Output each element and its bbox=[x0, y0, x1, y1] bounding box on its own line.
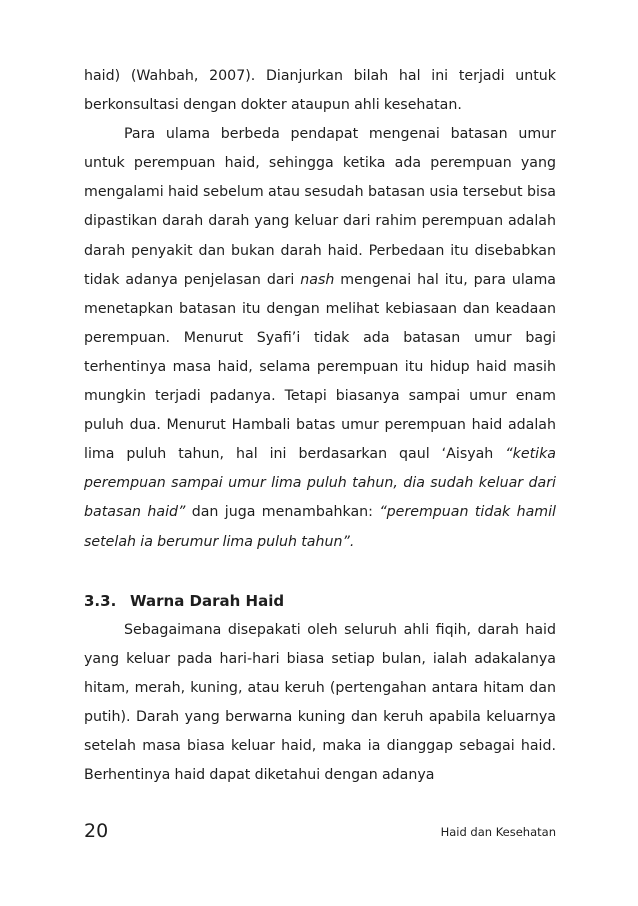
page-footer bbox=[84, 816, 556, 846]
section-title: Warna Darah Haid bbox=[130, 591, 285, 610]
paragraph-text: Para ulama berbeda pendapat mengenai batasan umur untuk perempuan haid, sehingga ketika ada perempuan yang mengalami haid sebelum atau sesudah batasan usia tersebut bisa dipastikan darah darah yang keluar dari rahim perempuan adalah darah penyakit dan bukan darah haid. Perbedaan itu disebabkan tidak adanya penjelasan dari bbox=[84, 126, 556, 288]
page-number: 20 bbox=[84, 820, 109, 842]
paragraph-blood-color: Sebagaimana disepakati oleh seluruh ahli fiqih, darah haid yang keluar pada hari-hari biasa setiap bulan, ialah adakalanya hitam, merah, kuning, atau keruh (pertengahan antara hitam dan putih). Darah yang berwarna kuning dan keruh apabila keluarnya setelah masa biasa keluar haid, maka ia dianggap sebagai haid. Berhentinya haid dapat diketahui dengan adanya bbox=[84, 621, 556, 784]
paragraph-age-limit bbox=[84, 120, 556, 556]
section-heading bbox=[84, 587, 556, 616]
paragraph-continuation: haid) (Wahbah, 2007). Dianjurkan bilah hal ini terjadi untuk berkonsultasi dengan dokter ataupun ahli kesehatan. bbox=[84, 68, 556, 114]
italic-term-nash: nash bbox=[300, 271, 335, 288]
page-body bbox=[84, 62, 556, 790]
italic-quote-aisyah: “ketika perempuan sampai umur lima puluh tahun, dia sudah keluar dari batasan haid” bbox=[84, 446, 556, 521]
running-title: Haid dan Kesehatan bbox=[440, 825, 556, 839]
paragraph-text: dan juga menambahkan: bbox=[185, 504, 380, 521]
section-number: 3.3. bbox=[84, 591, 117, 610]
paragraph-text: mengenai hal itu, para ulama menetapkan batasan itu dengan melihat kebiasaan dan keadaan perempuan. Menurut Syafi’i tidak ada batasan umur bagi terhentinya masa haid, selama perempuan itu hidup haid masih mungkin terjadi padanya. Tetapi biasanya sampai umur enam puluh dua. Menurut Hambali batas umur perempuan haid adalah lima puluh tahun, hal ini berdasarkan qaul ‘Aisyah bbox=[84, 271, 556, 463]
italic-quote-addition: “perempuan tidak hamil setelah ia berumur lima puluh tahun”. bbox=[84, 504, 556, 550]
